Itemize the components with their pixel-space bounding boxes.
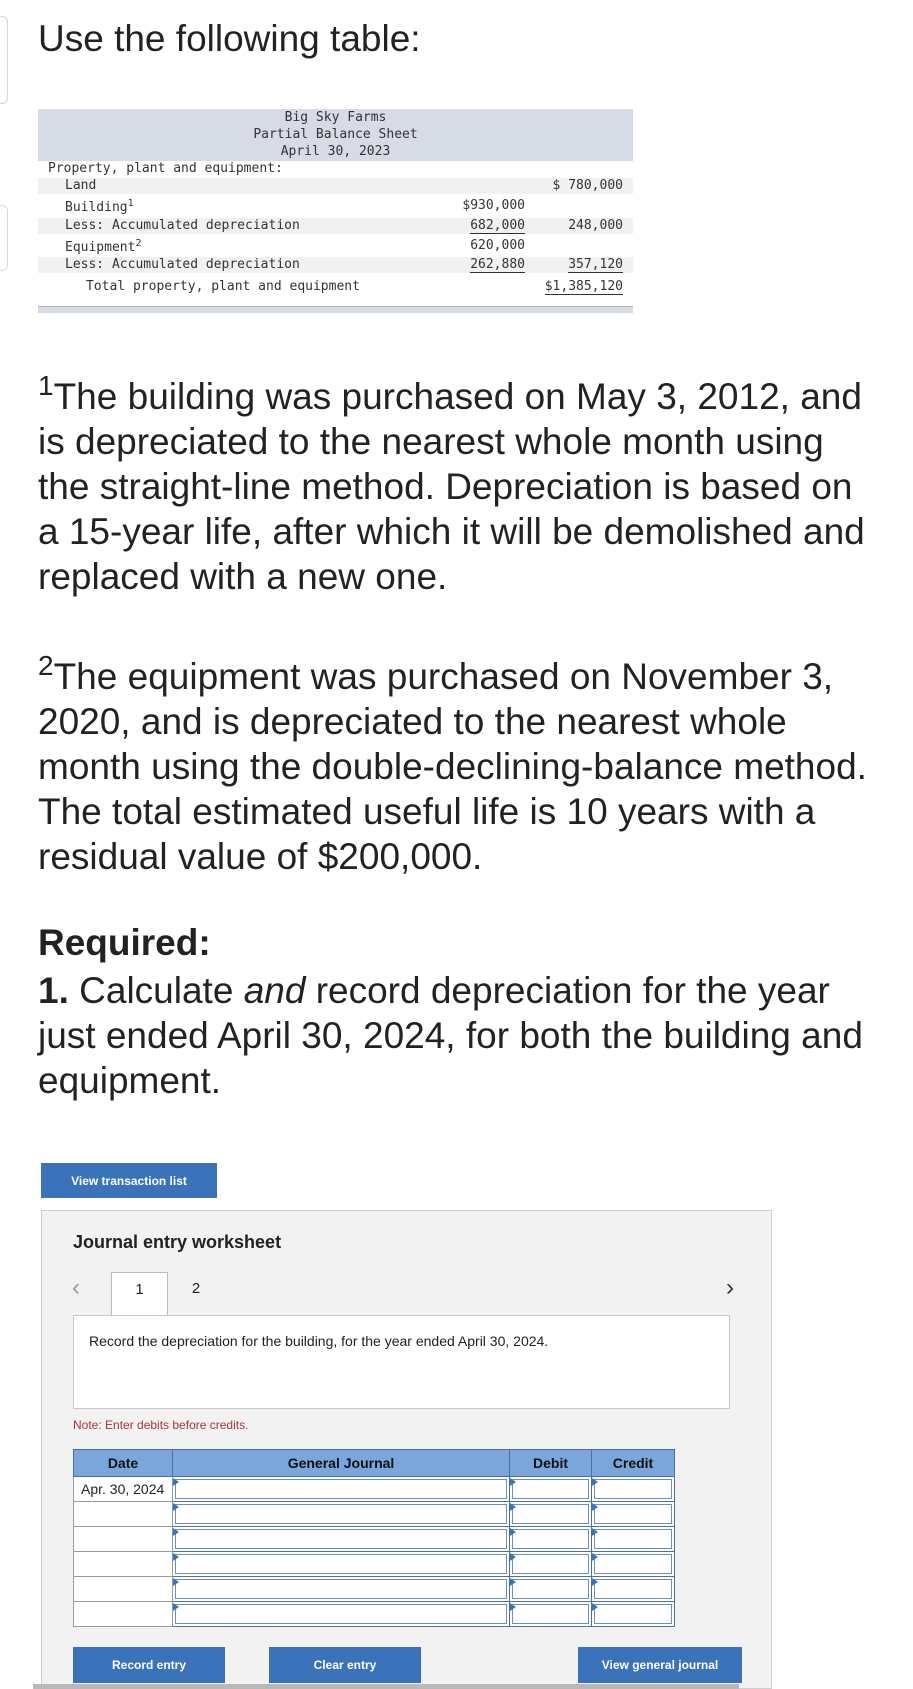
worksheet-title: Journal entry worksheet [73, 1232, 282, 1252]
balance-sheet-table [38, 109, 633, 314]
intro-text: Use the following table: [38, 18, 421, 59]
column-header-date: Date [74, 1450, 173, 1477]
table-row [74, 1602, 675, 1627]
footnote-marker: 2 [135, 238, 142, 249]
row-label-equipment-accum-dep: Less: Accumulated depreciation [65, 257, 300, 272]
row-net-equipment: 357,120 [568, 257, 623, 272]
credit-cell[interactable] [592, 1602, 675, 1627]
debit-cell[interactable] [510, 1552, 592, 1577]
journal-table [73, 1449, 675, 1627]
table-row [74, 1552, 675, 1577]
account-input[interactable] [175, 1554, 507, 1574]
horizontal-scrollbar[interactable] [33, 1684, 739, 1689]
row-label-building: Building$^1$ [65, 198, 134, 215]
balance-sheet-company: Big Sky Farms [284, 110, 387, 125]
tab-2[interactable]: 2 [191, 1280, 201, 1297]
credit-cell[interactable] [592, 1552, 675, 1577]
debit-cell[interactable] [510, 1527, 592, 1552]
table-row [74, 1577, 675, 1602]
credit-cell[interactable] [592, 1527, 675, 1552]
dropdown-indicator-icon [510, 1503, 516, 1511]
footnote-marker: 2 [38, 650, 54, 681]
chevron-left-icon[interactable]: ‹ [72, 1274, 80, 1301]
credit-input[interactable] [594, 1504, 672, 1524]
footnote-equipment: $^2$The equipment was purchased on November 3, 2020, and is depreciated to the nearest whole month using the double-declining-balance method. The total estimated useful life is 10 years with a residual value of $200,000. [38, 650, 867, 877]
balance-sheet-date: April 30, 2023 [280, 144, 391, 159]
debit-input[interactable] [512, 1479, 589, 1499]
dropdown-indicator-icon [592, 1478, 598, 1486]
credit-cell[interactable] [592, 1502, 675, 1527]
record-entry-button[interactable]: Record entry [73, 1647, 225, 1683]
account-cell[interactable] [173, 1577, 510, 1602]
debit-credit-note: Note: Enter debits before credits. [73, 1418, 249, 1432]
dropdown-indicator-icon [510, 1528, 516, 1536]
row-label-equipment: Equipment$^2$ [65, 238, 142, 255]
entry-description-box [73, 1315, 730, 1409]
section-label: Property, plant and equipment: [48, 161, 283, 176]
balance-sheet-title: Partial Balance Sheet [253, 127, 418, 142]
required-number: 1. [38, 970, 69, 1011]
dropdown-indicator-icon [173, 1578, 179, 1586]
dropdown-indicator-icon [510, 1553, 516, 1561]
date-cell [74, 1527, 173, 1552]
view-general-journal-button[interactable]: View general journal [578, 1647, 742, 1683]
tab-1[interactable]: 1 [111, 1272, 168, 1316]
debit-cell[interactable] [510, 1602, 592, 1627]
row-value-equipment-accum-dep: 262,880 [470, 257, 525, 272]
date-cell: Apr. 30, 2024 [74, 1477, 173, 1502]
table-row [74, 1527, 675, 1552]
date-cell [74, 1502, 173, 1527]
dropdown-indicator-icon [173, 1503, 179, 1511]
dropdown-indicator-icon [510, 1603, 516, 1611]
credit-cell[interactable] [592, 1477, 675, 1502]
row-label-total: Total property, plant and equipment [86, 279, 360, 294]
dropdown-indicator-icon [592, 1578, 598, 1586]
required-text: 1. Calculate and record depreciation for the year just ended April 30, 2024, for both the building and equipment. [38, 970, 863, 1101]
row-value-total: $1,385,120 [544, 279, 623, 294]
row-value-equipment: 620,000 [470, 238, 525, 253]
account-cell[interactable] [173, 1552, 510, 1577]
row-label-building-accum-dep: Less: Accumulated depreciation [65, 218, 300, 233]
row-value-building-accum-dep: 682,000 [470, 218, 525, 233]
footnote-marker: 1 [127, 198, 134, 209]
row-label-land: Land [65, 178, 97, 193]
footnote-marker: 1 [38, 370, 54, 401]
left-edge-decoration [0, 205, 8, 271]
debit-input[interactable] [512, 1529, 589, 1549]
column-header-credit: Credit [592, 1450, 675, 1477]
dropdown-indicator-icon [173, 1478, 179, 1486]
dropdown-indicator-icon [173, 1603, 179, 1611]
row-net-building: 248,000 [568, 218, 623, 233]
account-cell[interactable] [173, 1602, 510, 1627]
credit-input[interactable] [594, 1604, 672, 1624]
account-cell[interactable] [173, 1527, 510, 1552]
row-value-building: $930,000 [462, 198, 525, 213]
account-cell[interactable] [173, 1502, 510, 1527]
debit-cell[interactable] [510, 1477, 592, 1502]
dropdown-indicator-icon [592, 1503, 598, 1511]
footnote-building: $^1$The building was purchased on May 3, 2012, and is depreciated to the nearest whole month using the straight-line method. Depreciation is based on a 15-year life, after which it will be demolished and replaced with a new one. [38, 370, 865, 597]
dropdown-indicator-icon [510, 1478, 516, 1486]
account-input[interactable] [175, 1604, 507, 1624]
credit-input[interactable] [594, 1529, 672, 1549]
debit-input[interactable] [512, 1604, 589, 1624]
date-cell [74, 1552, 173, 1577]
date-cell [74, 1602, 173, 1627]
row-value-land: $ 780,000 [552, 178, 623, 193]
account-input[interactable] [175, 1579, 507, 1599]
column-header-general-journal: General Journal [173, 1450, 510, 1477]
required-emphasis: and [243, 970, 306, 1011]
debit-input[interactable] [512, 1579, 589, 1599]
clear-entry-button[interactable]: Clear entry [269, 1647, 421, 1683]
credit-input[interactable] [594, 1554, 672, 1574]
balance-sheet-footer-rule [38, 306, 633, 313]
account-cell[interactable] [173, 1477, 510, 1502]
dropdown-indicator-icon [592, 1528, 598, 1536]
left-edge-decoration [0, 16, 8, 104]
date-cell [74, 1577, 173, 1602]
account-input[interactable] [175, 1529, 507, 1549]
dropdown-indicator-icon [173, 1528, 179, 1536]
entry-description: Record the depreciation for the building, for the year ended April 30, 2024. [89, 1333, 549, 1349]
debit-input[interactable] [512, 1554, 589, 1574]
dropdown-indicator-icon [592, 1603, 598, 1611]
debit-cell[interactable] [510, 1577, 592, 1602]
credit-input[interactable] [594, 1579, 672, 1599]
dropdown-indicator-icon [592, 1553, 598, 1561]
column-header-debit: Debit [510, 1450, 592, 1477]
view-transaction-list-button[interactable]: View transaction list [41, 1163, 217, 1198]
table-row [74, 1477, 675, 1502]
credit-input[interactable] [594, 1479, 672, 1499]
debit-cell[interactable] [510, 1502, 592, 1527]
chevron-right-icon[interactable]: › [726, 1274, 734, 1301]
account-input[interactable] [175, 1504, 507, 1524]
dropdown-indicator-icon [510, 1578, 516, 1586]
credit-cell[interactable] [592, 1577, 675, 1602]
table-row [74, 1502, 675, 1527]
account-input[interactable] [175, 1479, 507, 1499]
dropdown-indicator-icon [173, 1553, 179, 1561]
required-heading: Required: [38, 922, 211, 963]
debit-input[interactable] [512, 1504, 589, 1524]
